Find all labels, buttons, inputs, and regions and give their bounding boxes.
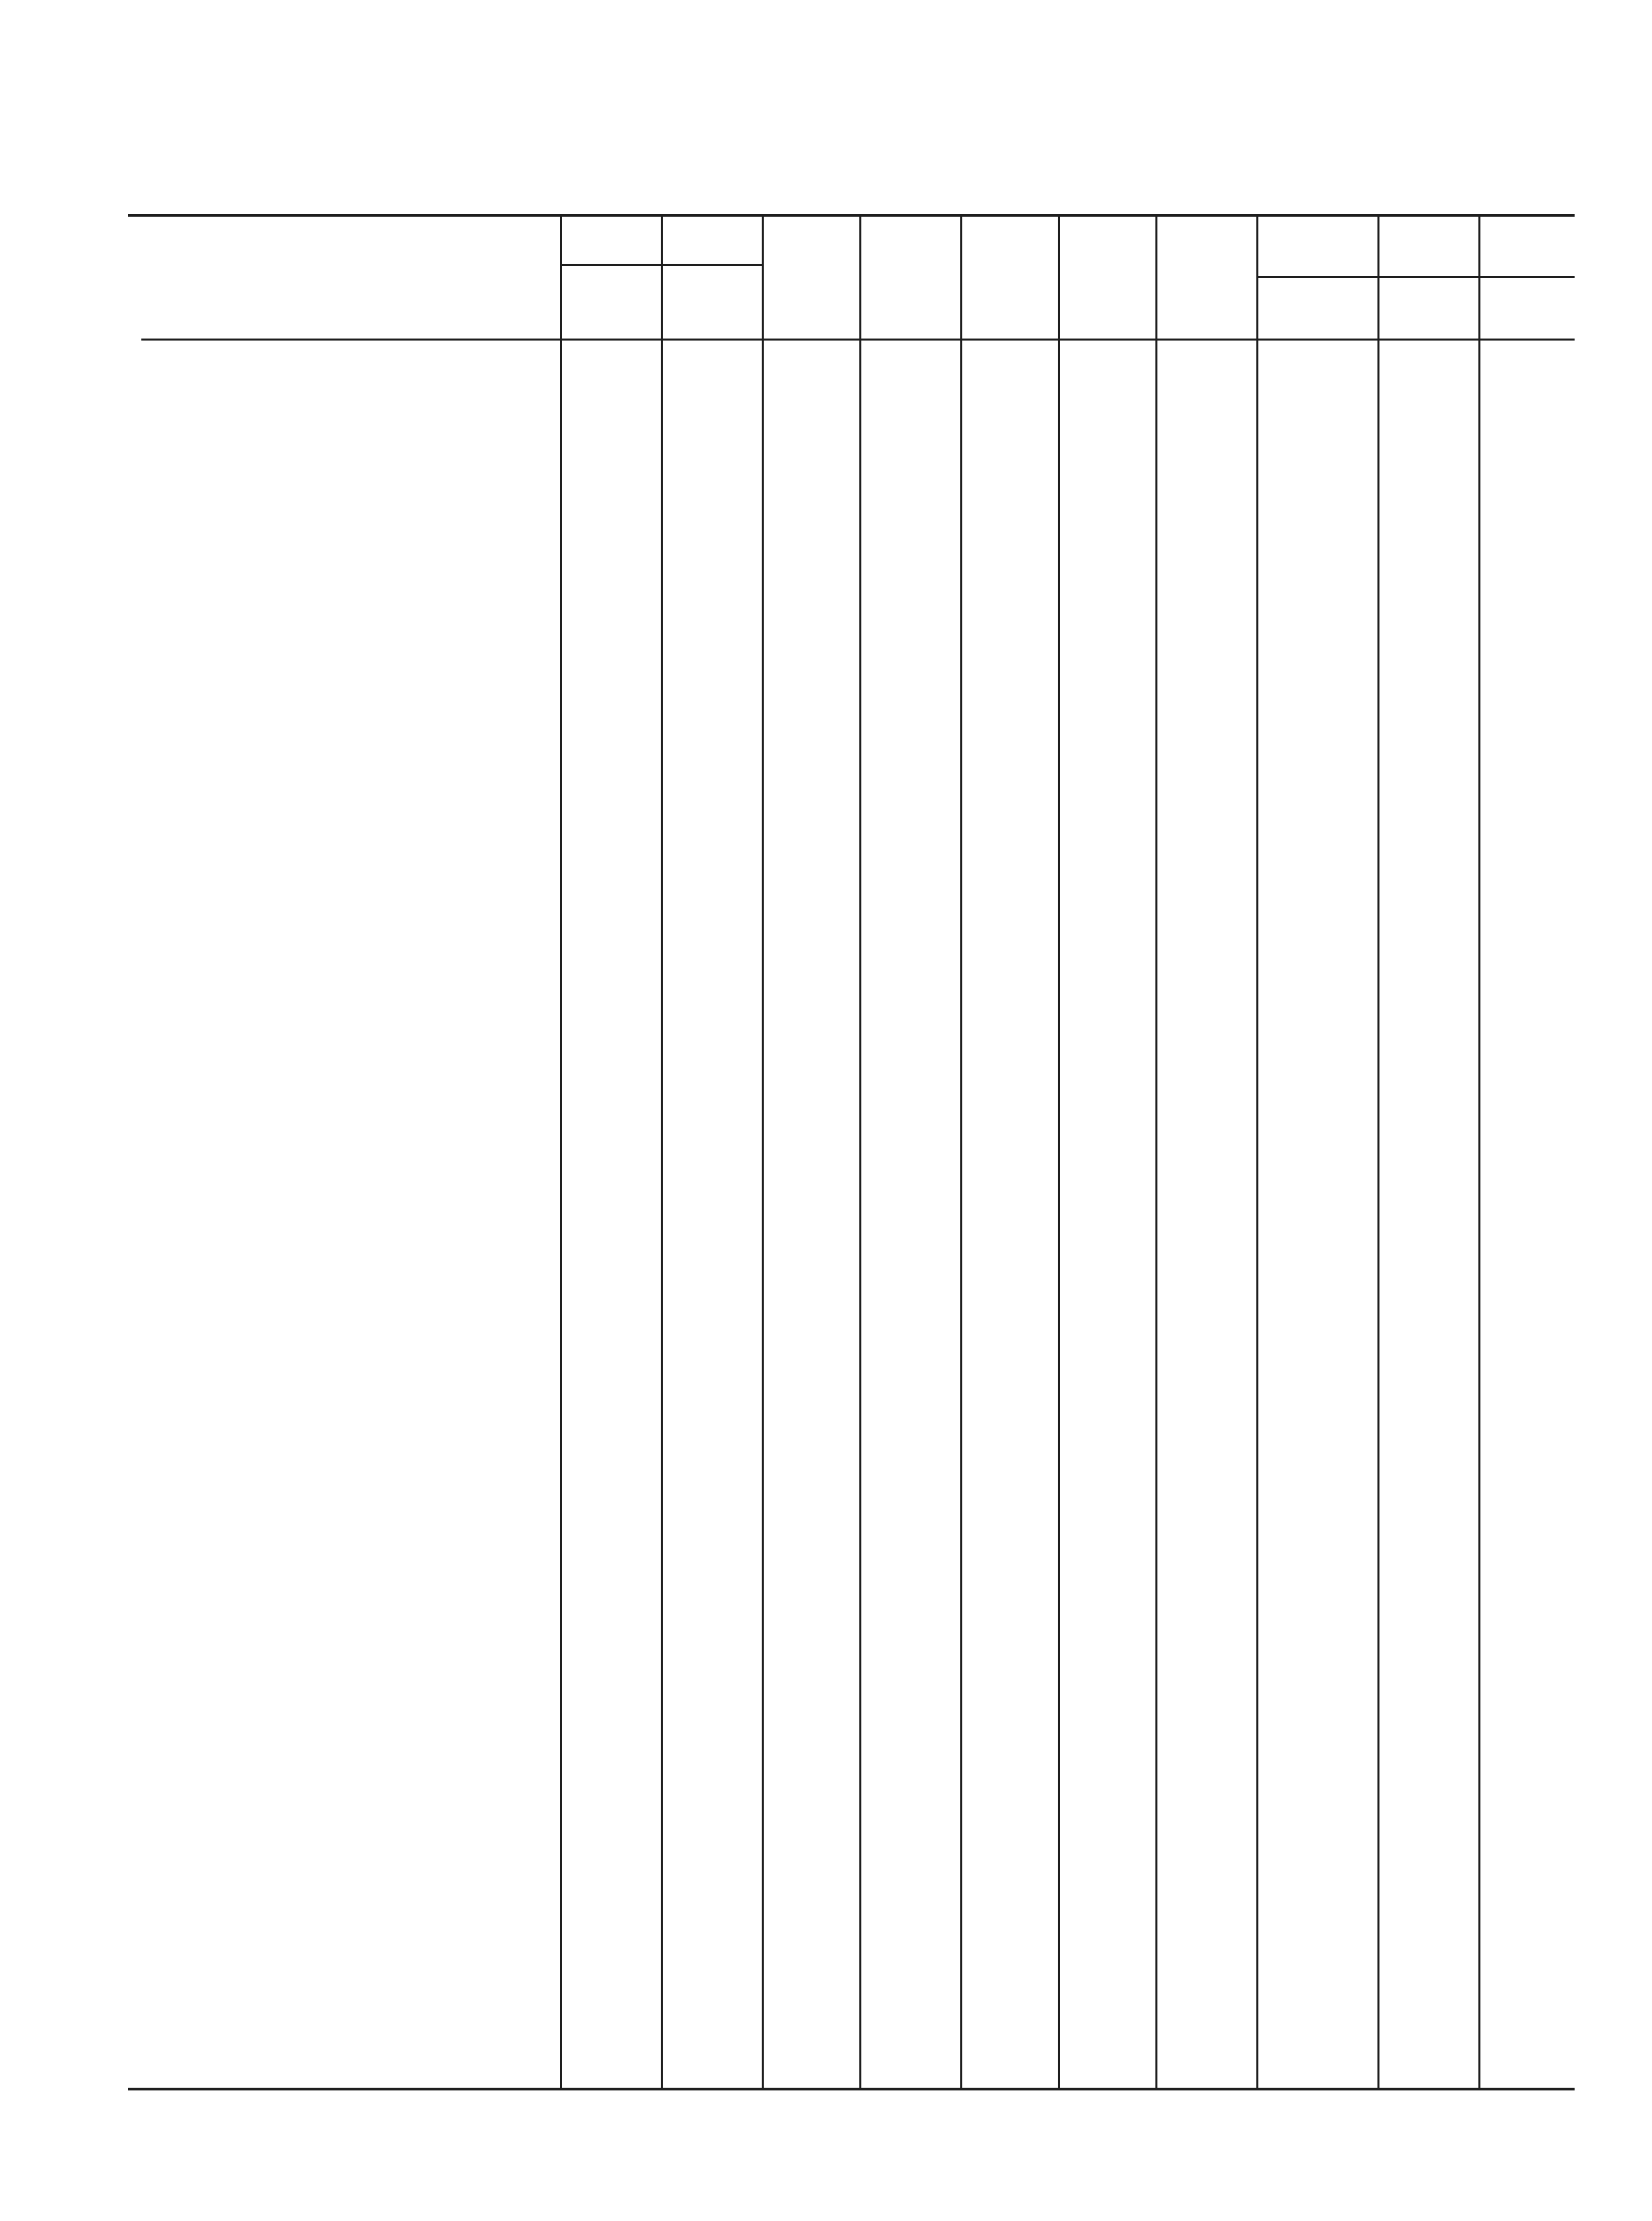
column-divider [661,217,663,2088]
column-divider [1256,217,1258,2088]
column-divider [1377,217,1379,2088]
column-divider [859,217,861,2088]
header-bottom-rule [141,339,1575,341]
column-divider [960,217,962,2088]
column-divider [762,217,764,2088]
column-divider [1058,217,1060,2088]
table-top-rule [128,214,1575,217]
column-divider [1478,217,1480,2088]
plows-group-rule [562,264,764,266]
column-divider [1155,217,1157,2088]
table-bottom-rule [128,2088,1575,2090]
value-group-rule [1258,276,1575,278]
column-divider [560,217,562,2088]
